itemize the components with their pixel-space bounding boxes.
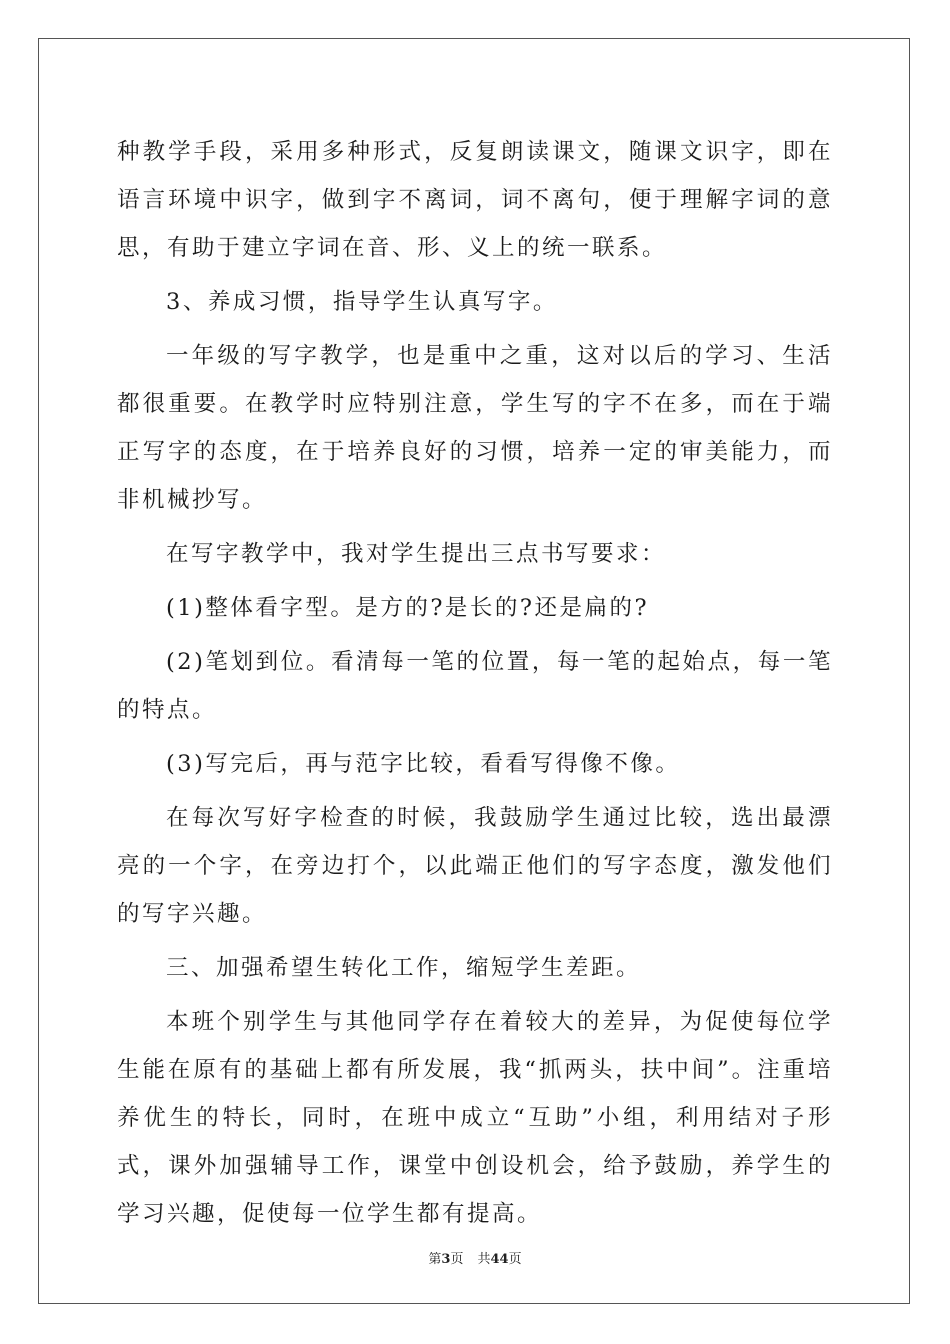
paragraph-8: 在每次写好字检查的时候，我鼓励学生通过比较，选出最漂亮的一个字，在旁边打个，以此端正他们的写字态度，激发他们的写字兴趣。	[117, 805, 833, 927]
footer-prefix: 第	[428, 1252, 442, 1267]
page-footer	[0, 1248, 950, 1267]
footer-page-suffix: 页	[450, 1252, 464, 1267]
paragraph-7: (3)写完后，再与范字比较，看看写得像不像。	[166, 751, 681, 777]
current-page-number: 3	[441, 1252, 451, 1267]
paragraph-9: 三、加强希望生转化工作，缩短学生差距。	[166, 955, 642, 981]
total-pages-number: 44	[490, 1252, 509, 1267]
paragraph-2: 3、养成习惯，指导学生认真写字。	[166, 289, 558, 315]
paragraph-6: (2)笔划到位。看清每一笔的位置，每一笔的起始点，每一笔的特点。	[117, 649, 833, 723]
document-body	[117, 128, 833, 1244]
footer-total-prefix: 共	[477, 1252, 491, 1267]
footer-total-suffix: 页	[508, 1252, 522, 1267]
paragraph-5: (1)整体看字型。是方的?是长的?还是扁的?	[166, 595, 650, 621]
paragraph-1: 种教学手段，采用多种形式，反复朗读课文，随课文识字，即在语言环境中识字，做到字不离词，词不离句，便于理解字词的意思，有助于建立字词在音、形、义上的统一联系。	[117, 139, 833, 261]
paragraph-10: 本班个别学生与其他同学存在着较大的差异，为促使每位学生能在原有的基础上都有所发展，我“抓两头，扶中间”。注重培养优生的特长，同时，在班中成立“互助”小组，利用结对子形式，课外加强辅导工作，课堂中创设机会，给予鼓励，养学生的学习兴趣，促使每一位学生都有提高。	[117, 1009, 833, 1227]
paragraph-4: 在写字教学中，我对学生提出三点书写要求：	[166, 541, 667, 567]
paragraph-3: 一年级的写字教学，也是重中之重，这对以后的学习、生活都很重要。在教学时应特别注意，学生写的字不在多，而在于端正写字的态度，在于培养良好的习惯，培养一定的审美能力，而非机械抄写。	[117, 343, 833, 513]
